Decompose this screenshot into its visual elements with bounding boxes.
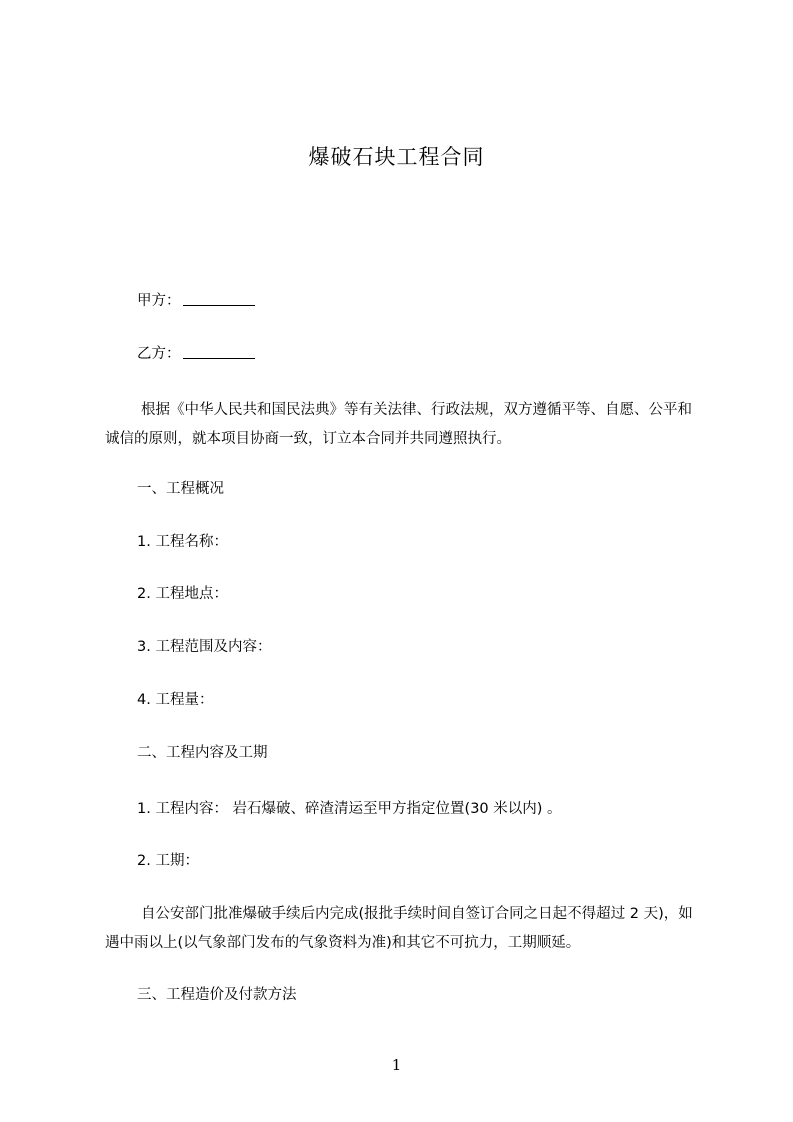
section1-heading: 一、工程概况 <box>137 481 224 497</box>
section2-item-2: 2. 工期： <box>137 853 199 869</box>
section1-item-4: 4. 工程量： <box>137 692 214 708</box>
section2-heading: 二、工程内容及工期 <box>137 745 268 761</box>
party-a-label: 甲方： <box>137 293 181 309</box>
section2-item-1: 1. 工程内容： 岩石爆破、碎渣清运至甲方指定位置(30 米以内) 。 <box>137 801 562 817</box>
preamble-text: 根据《中华人民共和国民法典》等有关法律、行政法规，双方遵循平等、自愿、公平和诚信的原则，就本项目协商一致，订立本合同并共同遵照执行。 <box>105 402 692 447</box>
page-number: 1 <box>391 1056 402 1074</box>
schedule-text: 自公安部门批准爆破手续后内完成(报批手续时间自签订合同之日起不得超过 2 天)，如遇中雨以上(以气象部门发布的气象资料为准)和其它不可抗力，工期顺延。 <box>105 906 693 951</box>
section1-item-2: 2. 工程地点： <box>137 586 228 602</box>
schedule-paragraph <box>105 900 695 958</box>
party-b-blank <box>183 344 255 359</box>
party-b-label: 乙方： <box>137 346 181 362</box>
party-b-line <box>137 344 255 364</box>
party-a-line <box>137 291 255 311</box>
party-a-blank <box>183 291 255 306</box>
section3-heading: 三、工程造价及付款方法 <box>137 987 297 1003</box>
preamble-paragraph <box>105 396 695 454</box>
document-title: 爆破石块工程合同 <box>308 145 485 169</box>
section1-item-1: 1. 工程名称： <box>137 534 228 550</box>
section1-item-3: 3. 工程范围及内容： <box>137 639 272 655</box>
